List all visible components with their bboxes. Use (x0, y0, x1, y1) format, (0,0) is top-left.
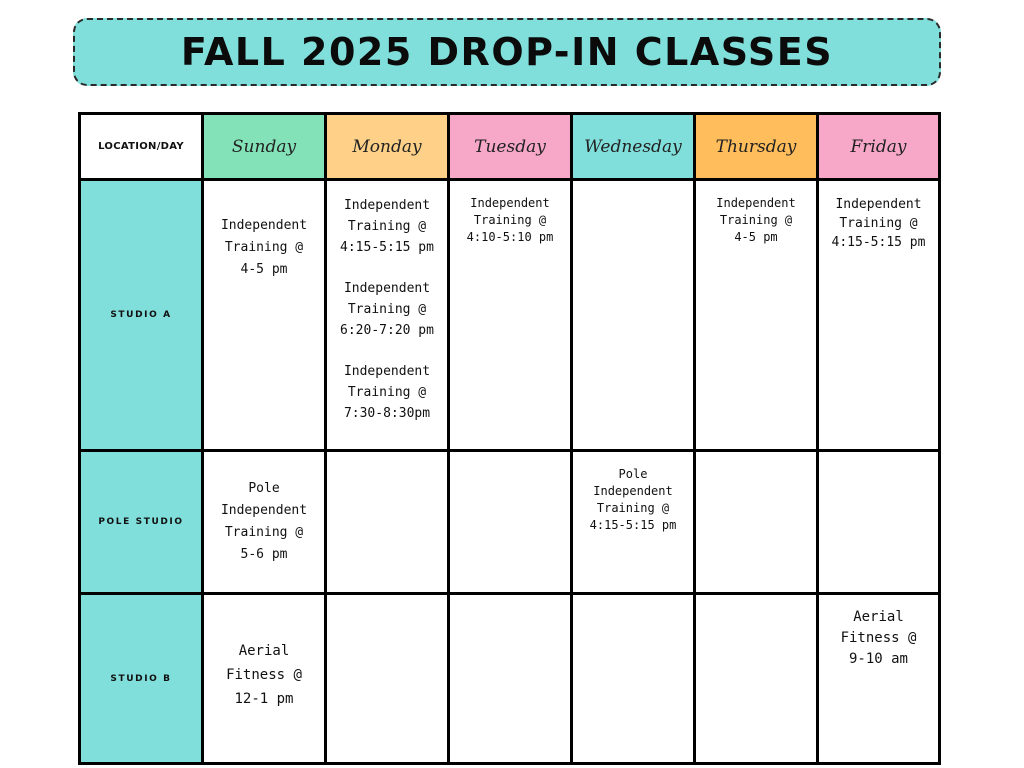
class-entry: Independent Training @ 4:15-5:15 pm (340, 198, 434, 255)
schedule-cell (326, 180, 449, 451)
table-row-studio-a (80, 180, 940, 451)
class-entry: Independent Training @ 4:15-5:15 pm (831, 197, 926, 250)
day-header-monday: Monday (326, 114, 449, 180)
day-header-friday: Friday (818, 114, 940, 180)
schedule-cell (818, 180, 940, 451)
schedule-cell (326, 451, 449, 594)
location-pole-studio: POLE STUDIO (80, 451, 203, 594)
schedule-cell (203, 180, 326, 451)
corner-header: LOCATION/DAY (80, 114, 203, 180)
schedule-cell (572, 451, 695, 594)
class-entry: Pole Independent Training @ 5-6 pm (220, 481, 308, 562)
schedule-cell (449, 180, 572, 451)
schedule-cell (818, 594, 940, 764)
table-row-studio-b (80, 594, 940, 764)
table-row-pole-studio (80, 451, 940, 594)
location-studio-a: STUDIO A (80, 180, 203, 451)
day-header-wednesday: Wednesday (572, 114, 695, 180)
schedule-cell (695, 594, 818, 764)
schedule-cell (449, 451, 572, 594)
day-header-thursday: Thursday (695, 114, 818, 180)
day-header-tuesday: Tuesday (449, 114, 572, 180)
schedule-table (78, 112, 941, 765)
schedule-cell (326, 594, 449, 764)
schedule-cell (449, 594, 572, 764)
class-entry: Independent Training @ 7:30-8:30pm (343, 364, 431, 421)
class-entry: Independent Training @ 4-5 pm (220, 218, 308, 277)
class-entry: Aerial Fitness @ 9-10 am (840, 609, 917, 667)
schedule-cell (572, 180, 695, 451)
schedule-cell (695, 451, 818, 594)
class-entry: Independent Training @ 6:20-7:20 pm (340, 281, 434, 338)
schedule-cell (203, 451, 326, 594)
title-banner (73, 18, 941, 86)
class-entry: Independent Training @ 4:10-5:10 pm (466, 196, 554, 244)
class-entry: Pole Independent Training @ 4:15-5:15 pm (589, 467, 677, 532)
schedule-cell (818, 451, 940, 594)
page-title: FALL 2025 DROP-IN CLASSES (180, 30, 834, 74)
schedule-cell (203, 594, 326, 764)
schedule-cell (572, 594, 695, 764)
location-studio-b: STUDIO B (80, 594, 203, 764)
header-row (80, 114, 940, 180)
day-header-sunday: Sunday (203, 114, 326, 180)
class-entry: Independent Training @ 4-5 pm (716, 196, 796, 244)
class-entry: Aerial Fitness @ 12-1 pm (226, 643, 302, 707)
schedule-cell (695, 180, 818, 451)
